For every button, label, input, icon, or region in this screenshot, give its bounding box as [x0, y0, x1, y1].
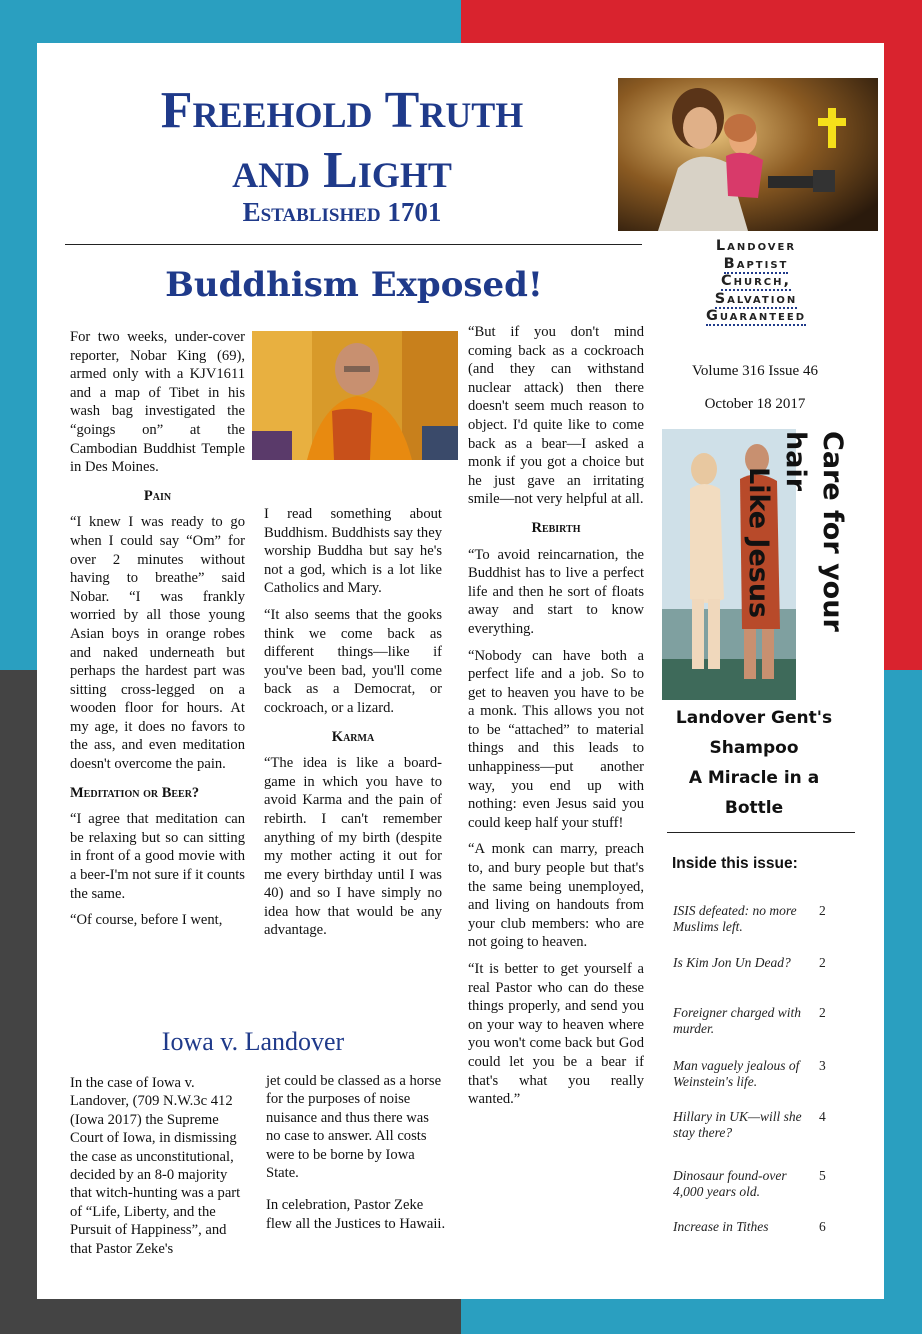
masthead-photo — [618, 78, 878, 231]
subhead-pain: Pain — [143, 487, 172, 504]
article-headline: Buddhism Exposed! — [165, 265, 543, 305]
subhead-rebirth: Rebirth — [531, 519, 581, 536]
toc-item[interactable]: Foreigner charged with murder. 2 — [673, 1005, 826, 1036]
toc-item[interactable]: Is Kim Jon Un Dead? 2 — [673, 955, 826, 970]
issue-date: October 18 2017 — [704, 396, 806, 412]
toc-title: Inside this issue: — [672, 855, 798, 872]
newsletter-page — [37, 43, 884, 1299]
article-column-2: I read something about Buddhism. Buddhists say they worship Buddha but say he's not a god, which is a lot like Catholics and Mary. “It also seems that the gooks think we come back as different things—like if you've been bad, you'll come back as a Democrat, or cockroach, or a lizard. Karma “The idea is like a board-game in which you have to avoid Karma and the pain of rebirth. I can't remember anything of my birth (despite my mother acting it out for me every birthday until I was 40) and so I have simply no idea how that would be any advantage. — [264, 506, 442, 939]
toc-item[interactable]: Dinosaur found-over 4,000 years old. 5 — [673, 1168, 826, 1199]
article-column-3: “But if you don't mind coming back as a cockroach (and they can withstand nuclear attack) then there doesn't seem much reason to object. I'd quite like to come back as a bear—I asked a monk if you got a choice but he just gave an irritating smile—not very helpful at all. Rebirth “To avoid reincarnation, the Buddhist has to live a perfect life and then he sort of floats away and start to know everything. “Nobody can have both a perfect life and a job. So to get to heaven you have to be a monk. This allows you not to be “attached” to material things and this leads to unhappiness—put another way, you end up with nothing: even Jesus said you could keep half your stuff! “A monk can marry, preach to, and bury people but that's the same being unemployed, and living on handouts from your club members: who are not going to heaven. “It is better to get yourself a real Pastor who can do these things properly, and send you on your way to heaven where you won't come back but God could let you be a bear if that's what you really wanted.” — [468, 324, 644, 1108]
iowa-headline: Iowa v. Landover — [161, 1027, 345, 1056]
ad-slogan: Landover Gent's Shampoo A Miracle in a Bottle — [675, 708, 833, 818]
masthead-title: Freehold Truth and Light — [160, 82, 524, 199]
masthead-divider — [65, 244, 642, 245]
iowa-column-2: jet could be classed as a horse for the purposes of noise nuisance and thus there was no case to answer. All costs were to be borne by Iowa State. In celebration, Pastor Zeke flew all the Justices to Hawaii. — [266, 1073, 446, 1232]
masthead-established: Established 1701 — [242, 197, 442, 227]
sidebar-divider — [667, 832, 855, 833]
monk-photo — [252, 331, 458, 460]
subhead-meditation: Meditation or Beer? — [70, 784, 200, 801]
article-column-1: For two weeks, under-cover reporter, Nobar King (69), armed only with a KJV1611 and a map of Tibet in his wash bag investigated the “goings on” at the Cambodian Buddhist Temple in Des Moines. Pain “I knew I was ready to go when I could say “Om” for over 2 minutes without having to breathe” said Nobar. “I was frankly worried by all those young Asian boys in orange robes and naked underneath but perhaps the hardest part was sitting cross-legged on a wooden floor for hours. At my age, it does no favors to the ass, and even meditation doesn't overcome the pain. Meditation or Beer? “I agree that meditation can be relaxing but so can sitting in front of a good movie with a beer-I'm not sure if it counts the same. “Of course, before I went, — [70, 329, 245, 929]
ad-vertical-slogan: Care for your hair Like Jesus — [743, 431, 848, 632]
iowa-column-1: In the case of Iowa v. Landover, (709 N.W.3c 412 (Iowa 2017) the Supreme Court of Iowa, in dismissing the case as unconstitutional, decided by an 8-0 majority that witch-hunting was a part of “Life, Liberty, and the Pursuit of Happiness”, and that Pastor Zeke's — [70, 1075, 241, 1257]
volume-issue: Volume 316 Issue 46 — [692, 363, 818, 379]
toc-item[interactable]: Hillary in UK—will she stay there? 4 — [673, 1109, 826, 1140]
toc-item[interactable]: Man vaguely jealous of Weinstein's life. 3 — [673, 1058, 826, 1089]
toc-item[interactable]: ISIS defeated: no more Muslims left. 2 — [673, 903, 826, 934]
church-name: Landover Baptist Church, Salvation Guaranteed — [705, 238, 807, 324]
issue-info — [677, 363, 833, 413]
subhead-karma: Karma — [331, 728, 375, 745]
toc-item[interactable]: Increase in Tithes 6 — [673, 1219, 826, 1234]
